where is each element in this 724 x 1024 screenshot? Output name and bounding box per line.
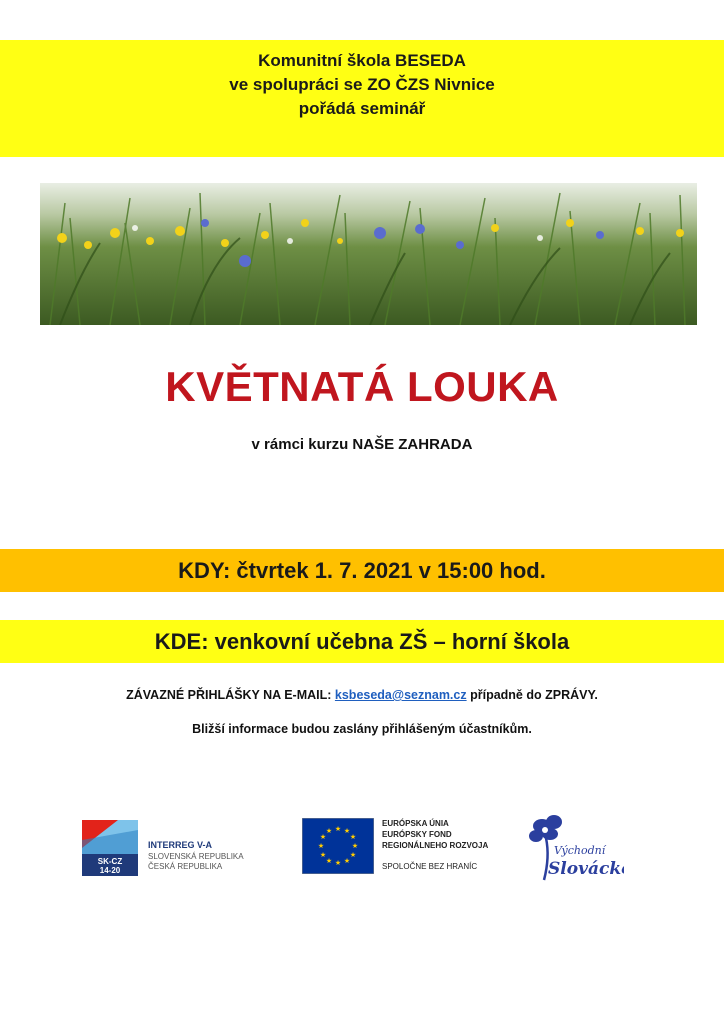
svg-text:★: ★ <box>325 827 333 835</box>
eu-line-union: EURÓPSKA ÚNIA <box>382 819 449 828</box>
info-line: Bližší informace budou zaslány přihlášeným účastníkům. <box>192 722 532 736</box>
header-band <box>0 40 724 157</box>
svg-text:★: ★ <box>319 851 327 859</box>
svg-text:★: ★ <box>351 842 359 850</box>
eu-text <box>382 818 488 872</box>
slovacko-line2: Slovácko <box>548 859 624 879</box>
interreg-country-cz: ČESKÁ REPUBLIKA <box>148 862 223 871</box>
interreg-badge-bottom: 14-20 <box>99 866 121 875</box>
svg-text:★: ★ <box>334 825 342 833</box>
registration-email-link[interactable]: ksbeseda@seznam.cz <box>334 688 467 702</box>
event-title: KVĚTNATÁ LOUKA <box>165 363 559 410</box>
interreg-badge-top: SK-CZ <box>97 857 123 866</box>
registration-line <box>0 688 724 702</box>
svg-text:★: ★ <box>349 833 357 841</box>
eu-flag-icon <box>302 818 374 874</box>
slovacko-logo <box>524 812 624 887</box>
interreg-name: INTERREG V-A <box>148 840 213 850</box>
header-line-organizer: Komunitní škola BESEDA <box>258 51 466 70</box>
svg-text:★: ★ <box>343 857 351 865</box>
meadow-photo <box>40 183 697 325</box>
header-line-event-type: pořádá seminář <box>298 99 426 118</box>
registration-suffix: případně do ZPRÁVY. <box>470 688 598 702</box>
when-band: KDY: čtvrtek 1. 7. 2021 v 15:00 hod. <box>0 549 724 592</box>
where-band: KDE: venkovní učebna ZŠ – horní škola <box>0 620 724 663</box>
interreg-country-sk: SLOVENSKÁ REPUBLIKA <box>148 852 244 861</box>
header-line-partner: ve spolupráci se ZO ČZS Nivnice <box>229 75 495 94</box>
eu-logo <box>302 818 522 878</box>
event-subtitle: v rámci kurzu NAŠE ZAHRADA <box>251 436 473 453</box>
svg-text:★: ★ <box>325 857 333 865</box>
svg-text:★: ★ <box>343 827 351 835</box>
eu-line-fund: EURÓPSKY FOND <box>382 830 452 839</box>
svg-text:★: ★ <box>349 851 357 859</box>
eu-line-regional: REGIONÁLNEHO ROZVOJA <box>382 841 489 850</box>
svg-text:★: ★ <box>319 833 327 841</box>
registration-prefix: ZÁVAZNÉ PŘIHLÁŠKY NA E-MAIL: <box>126 688 332 702</box>
eu-tagline: SPOLOČNE BEZ HRANÍC <box>382 862 478 871</box>
slovacko-line1: Východní <box>554 844 606 857</box>
interreg-logo <box>80 818 280 878</box>
svg-text:★: ★ <box>317 842 325 850</box>
svg-text:★: ★ <box>334 859 342 867</box>
